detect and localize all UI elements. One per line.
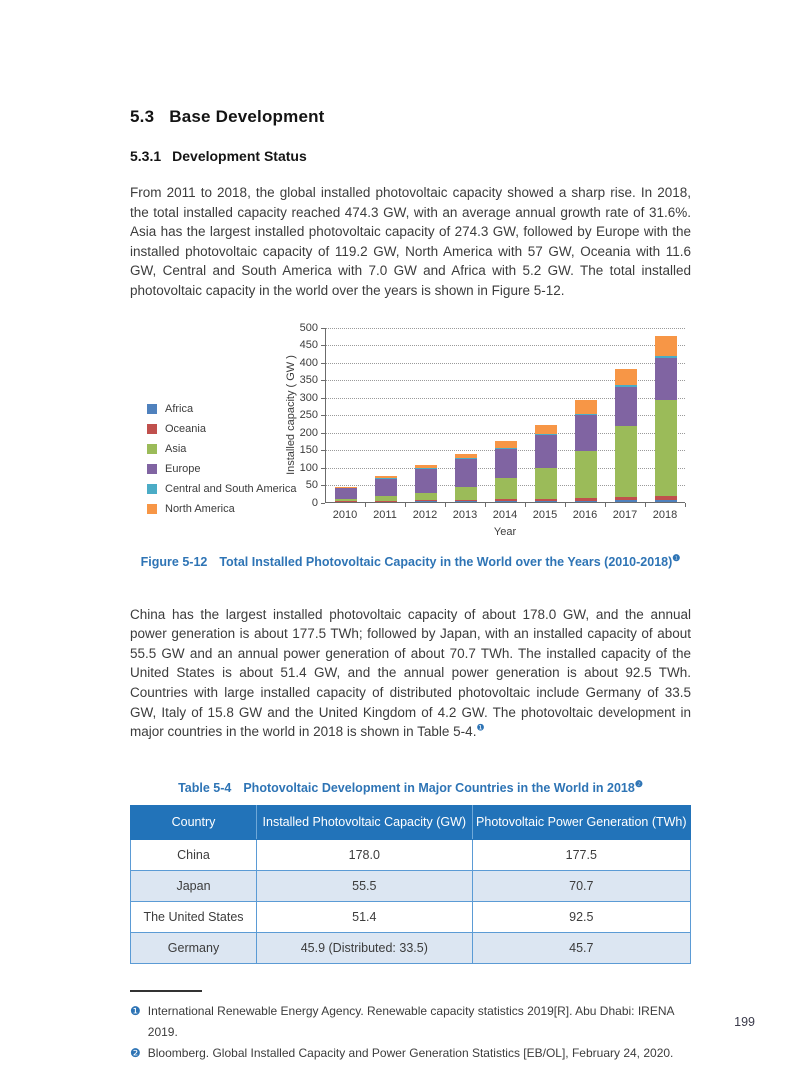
- table-cell: 45.7: [472, 932, 690, 963]
- bar-segment: [375, 476, 397, 478]
- footnote-item: [130, 1001, 691, 1043]
- x-tick-label: 2017: [612, 508, 638, 521]
- legend-item: [147, 423, 280, 435]
- table-cell: 92.5: [472, 901, 690, 932]
- y-tick-label: 400: [299, 356, 318, 369]
- legend-item: [147, 463, 280, 475]
- x-tick-label: 2018: [652, 508, 678, 521]
- x-tick-mark: [445, 503, 446, 507]
- page-number: 199: [734, 1015, 755, 1029]
- legend-swatch-icon: [147, 504, 157, 514]
- table-header: [131, 805, 691, 839]
- paragraph-country-details-text: China has the largest installed photovoltaic capacity of about 178.0 GW, and the annual power generation is about 177.5 TWh; followed by Japan, with an installed capacity of about 55.5 GW and an annual power generation of about 70.7 TWh. The installed capacity of the United States is about 51.4 GW, and the annual power generation is about 92.5 TWh. Countries with large installed capacity of distributed photovoltaic include Germany of 33.5 GW, Italy of 15.8 GW and the United Kingdom of 4.2 GW. The photovoltaic development in major countries in the world in 2018 is shown in Table 5-4.: [130, 606, 691, 740]
- y-tick-label: 350: [299, 374, 318, 387]
- y-tick-label: 250: [299, 409, 318, 422]
- y-tick-label: 450: [299, 339, 318, 352]
- bar-segment: [575, 501, 597, 502]
- y-tick-label: 300: [299, 391, 318, 404]
- table-caption-footnote-marker: ❷: [634, 778, 643, 789]
- footnote-text: Bloomberg. Global Installed Capacity and Power Generation Statistics [EB/OL], February 24, 2020.: [147, 1045, 674, 1060]
- table-header-row: [131, 805, 691, 839]
- bar-segment: [495, 478, 517, 499]
- bar-segment: [535, 434, 557, 435]
- y-tick-mark: [321, 380, 325, 381]
- chart-x-axis-label: Year: [493, 525, 517, 538]
- legend-label: Asia: [165, 442, 187, 455]
- bar-segment: [615, 497, 637, 500]
- y-tick-label: 200: [299, 426, 318, 439]
- footnote-text: International Renewable Energy Agency. Renewable capacity statistics 2019[R]. Abu Dhabi: IRENA 2019.: [147, 1003, 674, 1039]
- x-tick-mark: [565, 503, 566, 507]
- footnote-marker-icon: ❷: [130, 1045, 141, 1060]
- bar-segment: [455, 454, 477, 459]
- bar-segment: [535, 468, 557, 499]
- x-tick-mark: [525, 503, 526, 507]
- bar-segment: [615, 385, 637, 387]
- legend-item: [147, 503, 280, 515]
- bar-segment: [575, 498, 597, 500]
- bar-segment: [575, 414, 597, 415]
- y-tick-mark: [321, 485, 325, 486]
- bar-segment: [615, 369, 637, 385]
- bar-segment: [415, 465, 437, 468]
- chart-gridline: [326, 363, 685, 364]
- bar-segment: [655, 358, 677, 400]
- y-tick-mark: [321, 345, 325, 346]
- table-cell: The United States: [131, 901, 257, 932]
- x-tick-label: 2010: [332, 508, 358, 521]
- legend-swatch-icon: [147, 464, 157, 474]
- table-cell: China: [131, 839, 257, 870]
- legend-item: [147, 403, 280, 415]
- chart-plot-area: [325, 328, 685, 503]
- bar-segment: [415, 468, 437, 493]
- bar-segment: [415, 493, 437, 500]
- x-tick-label: 2015: [532, 508, 558, 521]
- y-tick-label: 100: [299, 461, 318, 474]
- x-tick-label: 2012: [412, 508, 438, 521]
- table-caption-label: Table 5-4: [178, 780, 232, 795]
- chart-y-axis-label: Installed capacity ( GW ): [285, 354, 297, 475]
- x-tick-mark: [485, 503, 486, 507]
- legend-label: North America: [165, 502, 235, 515]
- paragraph-development-overview: From 2011 to 2018, the global installed photovoltaic capacity showed a sharp rise. In 2018, the total installed capacity reached 474.3 GW, with an average annual growth rate of 31.6%. Asia has the largest installed photovoltaic capacity of 274.3 GW, followed by Europe with the installed photovoltaic capacity of 119.2 GW, North America with 57 GW, Oceania with 11.6 GW, Central and South America with 7.0 GW and Africa with 5.2 GW. The total installed photovoltaic capacity in the world over the years is shown in Figure 5-12.: [130, 185, 691, 298]
- bar-segment: [455, 500, 477, 501]
- table-cell: Germany: [131, 932, 257, 963]
- legend-swatch-icon: [147, 424, 157, 434]
- bar-segment: [535, 499, 557, 501]
- legend-label: Africa: [165, 402, 194, 415]
- bar-segment: [375, 501, 397, 502]
- table-cell: 51.4: [257, 901, 473, 932]
- bar-segment: [375, 478, 397, 496]
- x-tick-label: 2016: [572, 508, 598, 521]
- x-tick-label: 2011: [373, 508, 397, 521]
- bar-segment: [335, 499, 357, 501]
- table-column-header: Installed Photovoltaic Capacity (GW): [257, 805, 473, 839]
- section-title: Base Development: [169, 107, 325, 126]
- footnotes: [130, 1001, 691, 1064]
- chart-gridline: [326, 328, 685, 329]
- bar-segment: [655, 500, 677, 502]
- y-tick-mark: [321, 450, 325, 451]
- figure-caption: [130, 552, 691, 569]
- figure-caption-title: Total Installed Photovoltaic Capacity in the World over the Years (2010-2018): [219, 554, 673, 569]
- bar-segment: [615, 426, 637, 498]
- table-body: [131, 839, 691, 963]
- x-tick-label: 2014: [492, 508, 518, 521]
- footnote-item: [130, 1043, 691, 1064]
- legend-label: Oceania: [165, 422, 206, 435]
- legend-label: Europe: [165, 462, 201, 475]
- y-tick-mark: [321, 415, 325, 416]
- table-row: [131, 901, 691, 932]
- footnote-rule: [130, 990, 202, 992]
- bar-segment: [495, 499, 517, 501]
- pv-development-table: [130, 805, 691, 964]
- subsection-number: 5.3.1: [130, 148, 162, 164]
- legend-item: [147, 482, 297, 495]
- subsection-heading: [130, 148, 691, 164]
- bar-segment: [615, 387, 637, 426]
- y-tick-mark: [321, 328, 325, 329]
- legend-swatch-icon: [147, 404, 157, 414]
- table-caption-title: Photovoltaic Development in Major Countries in the World in 2018: [243, 780, 635, 795]
- bar-segment: [415, 500, 437, 501]
- legend-swatch-icon: [147, 484, 157, 494]
- table-row: [131, 839, 691, 870]
- bar-segment: [655, 400, 677, 496]
- bar-segment: [535, 501, 557, 502]
- table-caption: [130, 778, 691, 795]
- table-cell: 45.9 (Distributed: 33.5): [257, 932, 473, 963]
- y-tick-label: 0: [311, 496, 318, 509]
- y-tick-mark: [321, 398, 325, 399]
- paragraph-footnote-marker: ❶: [476, 722, 485, 733]
- bar-segment: [495, 441, 517, 448]
- table-cell: 55.5: [257, 870, 473, 901]
- paragraph-country-details: [130, 605, 691, 742]
- bar-segment: [335, 487, 357, 488]
- bar-segment: [535, 425, 557, 434]
- x-tick-label: 2013: [452, 508, 478, 521]
- x-tick-mark: [365, 503, 366, 507]
- figure-5-12-chart: [130, 323, 691, 545]
- table-cell: 70.7: [472, 870, 690, 901]
- bar-segment: [455, 487, 477, 500]
- table-cell: Japan: [131, 870, 257, 901]
- figure-caption-footnote-marker: ❶: [672, 552, 681, 563]
- section-number: 5.3: [130, 107, 155, 126]
- legend-swatch-icon: [147, 444, 157, 454]
- y-tick-mark: [321, 503, 325, 504]
- x-tick-mark: [605, 503, 606, 507]
- table-cell: 177.5: [472, 839, 690, 870]
- bar-segment: [455, 459, 477, 487]
- bar-segment: [655, 356, 677, 358]
- y-tick-mark: [321, 468, 325, 469]
- y-tick-mark: [321, 363, 325, 364]
- chart-gridline: [326, 345, 685, 346]
- legend-item: [147, 443, 280, 455]
- y-tick-label: 150: [299, 444, 318, 457]
- y-tick-mark: [321, 433, 325, 434]
- x-tick-mark: [645, 503, 646, 507]
- table-row: [131, 870, 691, 901]
- bar-segment: [575, 400, 597, 414]
- y-tick-label: 500: [299, 321, 318, 334]
- y-tick-label: 50: [305, 479, 318, 492]
- x-tick-mark: [685, 503, 686, 507]
- legend-label: Central and South America: [165, 482, 297, 495]
- table-column-header: Country: [131, 805, 257, 839]
- section-heading: [130, 107, 691, 127]
- table-row: [131, 932, 691, 963]
- table-cell: 178.0: [257, 839, 473, 870]
- bar-segment: [535, 435, 557, 468]
- bar-segment: [615, 500, 637, 501]
- subsection-title: Development Status: [172, 148, 307, 164]
- chart-plot: [280, 323, 691, 545]
- table-column-header: Photovoltaic Power Generation (TWh): [472, 805, 690, 839]
- page-content: [130, 107, 691, 1064]
- bar-segment: [375, 496, 397, 500]
- x-tick-mark: [405, 503, 406, 507]
- bar-segment: [575, 451, 597, 499]
- footnote-marker-icon: ❶: [130, 1003, 141, 1018]
- bar-segment: [655, 496, 677, 500]
- figure-caption-label: Figure 5-12: [140, 554, 208, 569]
- bar-segment: [335, 488, 357, 499]
- bar-segment: [655, 336, 677, 356]
- bar-segment: [575, 415, 597, 451]
- bar-segment: [495, 448, 517, 478]
